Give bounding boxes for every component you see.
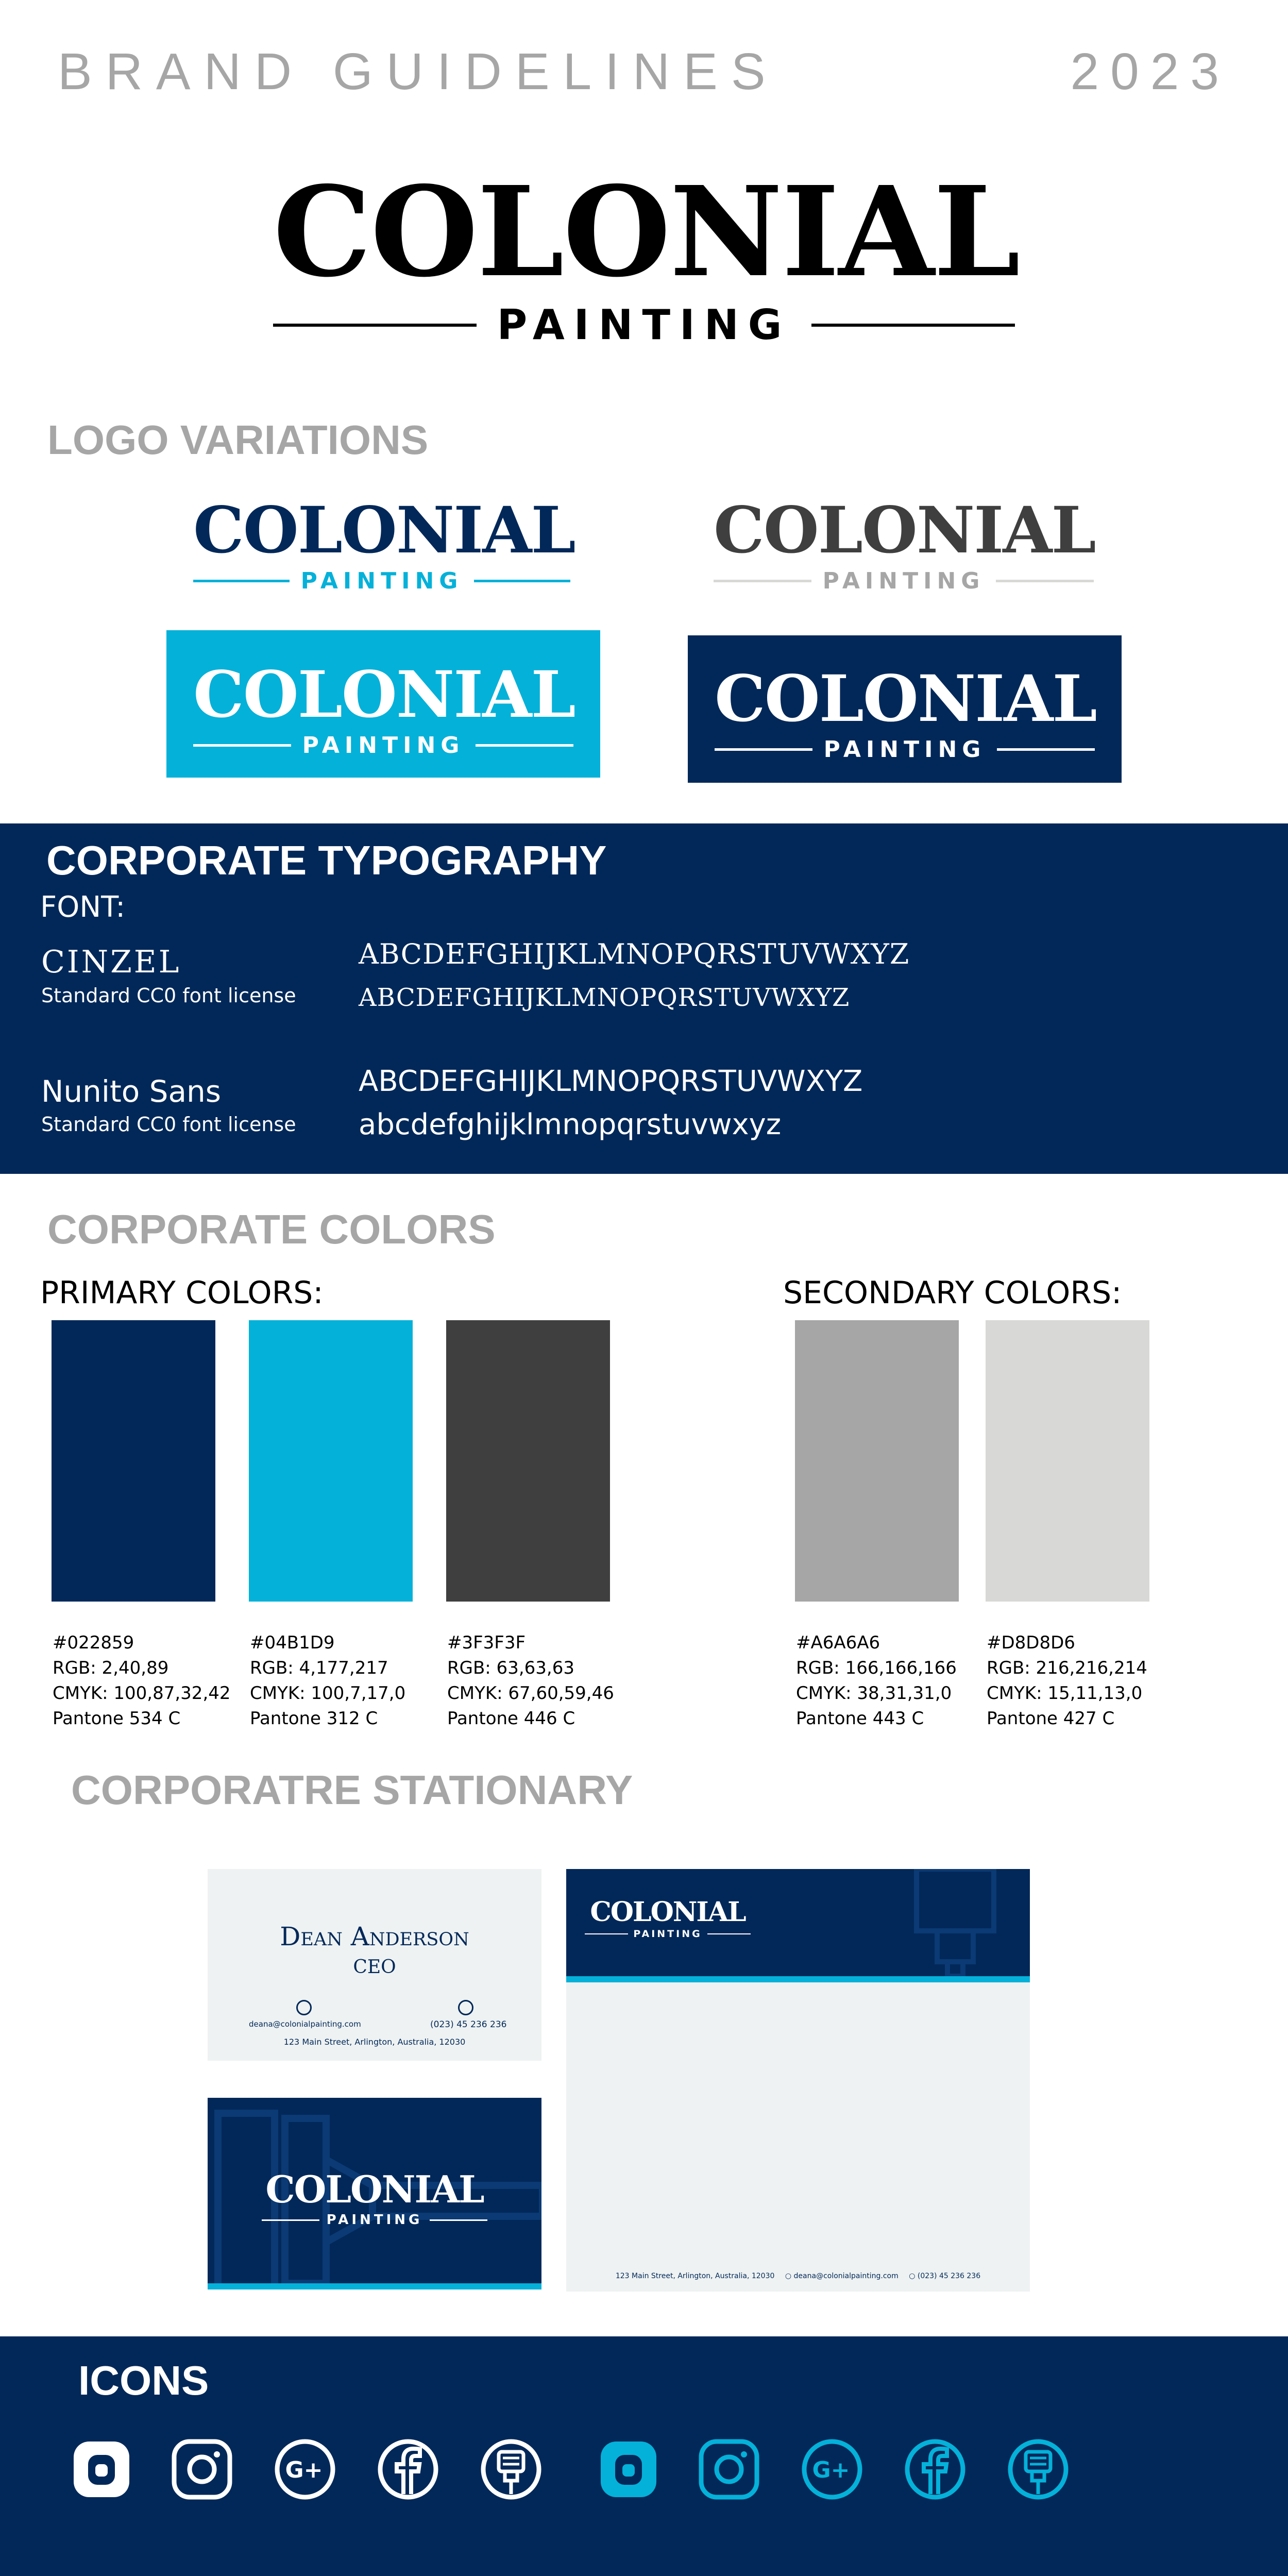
colors-heading: CORPORATE COLORS <box>47 1206 496 1252</box>
facebook-icon <box>903 2437 967 2501</box>
typography-heading: CORPORATE TYPOGRAPHY <box>46 837 607 883</box>
business-card-back <box>208 2098 541 2289</box>
svg-text:G+: G+ <box>285 2457 323 2483</box>
logo-variation-cyan-box <box>166 630 600 778</box>
color-hex: #022859 <box>53 1632 134 1653</box>
logo-subtitle: PAINTING <box>300 568 463 594</box>
logo-rule-right <box>430 2219 487 2221</box>
color-cmyk: CMYK: 100,7,17,0 <box>250 1683 406 1704</box>
color-swatch <box>52 1320 215 1602</box>
logo-variation-cyan <box>193 658 575 759</box>
logo-subtitle: PAINTING <box>497 301 791 349</box>
document-title: BRAND GUIDELINES <box>58 43 779 100</box>
logo-wordmark: COLONIAL <box>273 159 1020 305</box>
google-plus-icon <box>800 2437 864 2501</box>
icons-section <box>0 2336 1288 2576</box>
letterhead-phone-icon: ○ <box>909 2272 916 2280</box>
letterhead-phone: (023) 45 236 236 <box>917 2272 981 2280</box>
card-address: 123 Main Street, Arlington, Australia, 12030 <box>283 2037 466 2047</box>
card-accent-bar <box>208 2283 541 2289</box>
letterhead-email-icon: ○ <box>785 2272 792 2280</box>
letterhead-footer <box>566 2272 1030 2280</box>
logo-variation-navy <box>193 493 575 594</box>
font-sample-cinzel-lower: ABCDEFGHIJKLMNOPQRSTUVWXYZ <box>359 983 850 1012</box>
color-rgb: RGB: 63,63,63 <box>447 1658 574 1678</box>
logo-wordmark: COLONIAL <box>715 662 1096 736</box>
color-pantone: Pantone 443 C <box>796 1708 924 1729</box>
color-rgb: RGB: 2,40,89 <box>53 1658 169 1678</box>
card-title: CEO <box>353 1957 396 1978</box>
logo-rule-right <box>996 580 1094 582</box>
font-label: FONT: <box>40 890 126 924</box>
color-rgb: RGB: 166,166,166 <box>796 1658 957 1678</box>
color-swatch <box>795 1320 959 1602</box>
color-swatch-info <box>796 1630 957 1731</box>
logo-wordmark: COLONIAL <box>193 493 575 568</box>
paint-brush-watermark <box>906 1869 1030 1976</box>
paint-brush-icon <box>479 2437 543 2501</box>
google-plus-icon <box>273 2437 337 2501</box>
font-license-cinzel: Standard CC0 font license <box>41 984 296 1007</box>
letterhead-logo <box>585 1896 751 1940</box>
color-hex: #D8D8D6 <box>987 1632 1075 1653</box>
logo-rule-left <box>585 1933 628 1934</box>
instagram-icon <box>697 2437 761 2501</box>
color-rgb: RGB: 4,177,217 <box>250 1658 388 1678</box>
logo-rule-left <box>193 744 291 747</box>
card-logo <box>262 2167 487 2228</box>
font-license-nunito: Standard CC0 font license <box>41 1113 296 1136</box>
card-phone: (023) 45 236 236 <box>430 2019 507 2030</box>
letterhead-accent-bar <box>566 1976 1030 1982</box>
facebook-icon <box>376 2437 440 2501</box>
document-year: 2023 <box>1070 43 1230 100</box>
font-sample-nunito-upper: ABCDEFGHIJKLMNOPQRSTUVWXYZ <box>359 1065 863 1098</box>
color-swatch <box>249 1320 413 1602</box>
primary-colors-label: PRIMARY COLORS: <box>40 1275 324 1311</box>
logo-rule-left <box>714 580 811 582</box>
logo-rule-right <box>707 1933 751 1934</box>
logo-subtitle: PAINTING <box>823 736 986 763</box>
color-hex: #3F3F3F <box>447 1632 526 1653</box>
logo-rule-left <box>262 2219 319 2221</box>
logo-wordmark: COLONIAL <box>193 658 575 732</box>
letterhead <box>566 1869 1030 2292</box>
color-swatch <box>446 1320 610 1602</box>
logo-variations-heading: LOGO VARIATIONS <box>47 417 429 463</box>
instagram-icon <box>170 2437 234 2501</box>
card-email: deana@colonialpainting.com <box>249 2019 361 2029</box>
logo-subtitle: PAINTING <box>822 568 985 594</box>
color-swatch <box>986 1320 1149 1602</box>
logo-wordmark: COLONIAL <box>590 1896 745 1928</box>
logo-rule-right <box>811 324 1015 327</box>
logo-wordmark: COLONIAL <box>265 2167 484 2211</box>
logo-rule-right <box>476 744 573 747</box>
color-pantone: Pantone 534 C <box>53 1708 181 1729</box>
color-pantone: Pantone 312 C <box>250 1708 378 1729</box>
color-cmyk: CMYK: 38,31,31,0 <box>796 1683 952 1704</box>
color-rgb: RGB: 216,216,214 <box>987 1658 1147 1678</box>
color-hex: #A6A6A6 <box>796 1632 880 1653</box>
app-icon <box>597 2437 660 2501</box>
logo-rule-right <box>474 580 570 582</box>
card-name: Dean Anderson <box>280 1922 469 1951</box>
app-icon <box>70 2437 133 2501</box>
business-card-front <box>208 1869 541 2061</box>
color-cmyk: CMYK: 15,11,13,0 <box>987 1683 1143 1704</box>
phone-icon <box>296 2000 312 2015</box>
font-name-cinzel: CINZEL <box>41 944 181 980</box>
color-hex: #04B1D9 <box>250 1632 335 1653</box>
color-swatch-info <box>250 1630 405 1731</box>
logo-subtitle: PAINTING <box>633 1928 702 1940</box>
svg-text:G+: G+ <box>812 2457 850 2483</box>
stationary-heading: CORPORATRE STATIONARY <box>71 1767 633 1813</box>
font-name-nunito: Nunito Sans <box>41 1074 222 1109</box>
typography-section <box>0 823 1288 1174</box>
logo-rule-left <box>193 580 290 582</box>
logo-wordmark: COLONIAL <box>714 493 1095 568</box>
color-pantone: Pantone 446 C <box>447 1708 575 1729</box>
color-swatch-info <box>447 1630 614 1731</box>
color-cmyk: CMYK: 67,60,59,46 <box>447 1683 614 1704</box>
logo-variation-navy-box <box>688 635 1122 783</box>
email-icon <box>458 2000 473 2015</box>
logo-rule-left <box>273 324 477 327</box>
logo-variation-gray <box>714 493 1095 594</box>
secondary-colors-label: SECONDARY COLORS: <box>783 1275 1122 1311</box>
logo-subtitle: PAINTING <box>326 2212 423 2228</box>
logo-subtitle: PAINTING <box>302 732 465 759</box>
color-swatch-info <box>987 1630 1147 1731</box>
font-sample-nunito-lower: abcdefghijklmnopqrstuvwxyz <box>359 1108 782 1141</box>
paint-brush-icon <box>1006 2437 1070 2501</box>
letterhead-address: 123 Main Street, Arlington, Australia, 12030 <box>615 2272 775 2280</box>
main-logo <box>273 159 1020 349</box>
logo-variation-white <box>715 662 1096 763</box>
color-pantone: Pantone 427 C <box>987 1708 1115 1729</box>
letterhead-email: deana@colonialpainting.com <box>793 2272 899 2280</box>
icons-heading: ICONS <box>78 2358 209 2403</box>
color-swatch-info <box>53 1630 231 1731</box>
logo-rule-right <box>997 748 1095 751</box>
letterhead-header <box>566 1869 1030 1976</box>
color-cmyk: CMYK: 100,87,32,42 <box>53 1683 231 1704</box>
font-sample-cinzel-upper: ABCDEFGHIJKLMNOPQRSTUVWXYZ <box>359 938 910 970</box>
logo-rule-left <box>715 748 812 751</box>
